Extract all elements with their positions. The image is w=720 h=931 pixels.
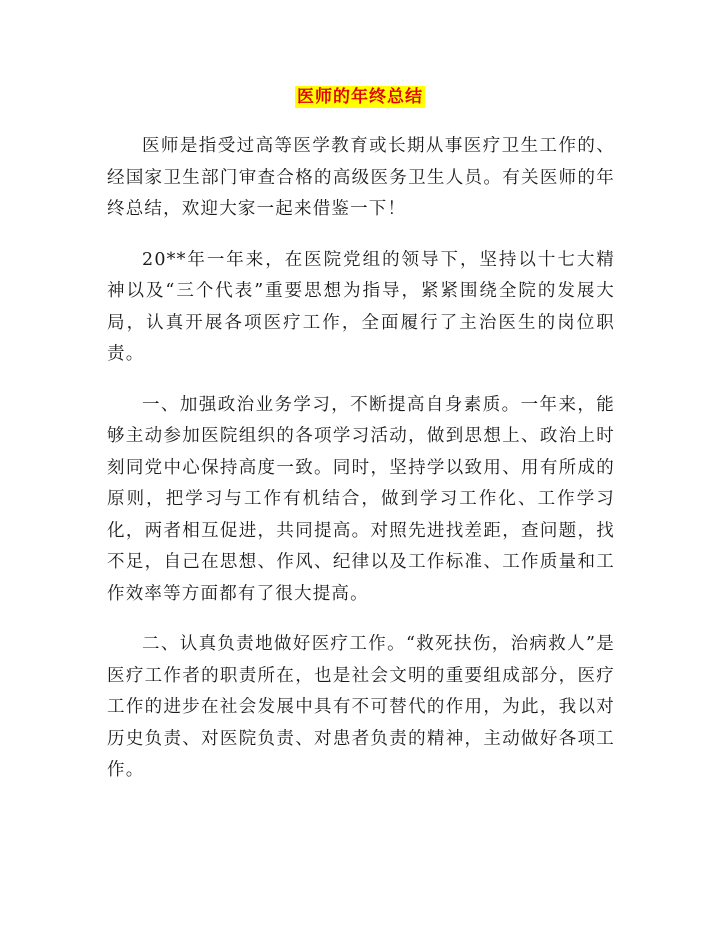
title-container	[0, 86, 720, 108]
paragraph-section-one: 一、加强政治业务学习，不断提高自身素质。一年来，能够主动参加医院组织的各项学习活动，做到思想上、政治上时刻同党中心保持高度一致。同时，坚持学以致用、用有所成的原则，把学习与工作有机结合，做到学习工作化、工作学习化，两者相互促进，共同提高。对照先进找差距，查问题，找不足，自己在思想、作风、纪律以及工作标准、工作质量和工作效率等方面都有了很大提高。	[107, 394, 615, 604]
paragraph-intro: 医师是指受过高等医学教育或长期从事医疗卫生工作的、经国家卫生部门审查合格的高级医务卫生人员。有关医师的年终总结，欢迎大家一起来借鉴一下！	[107, 136, 615, 219]
document-title: 医师的年终总结	[297, 87, 423, 107]
document-body	[107, 131, 615, 806]
paragraph-overview: 20**年一年来，在医院党组的领导下，坚持以十七大精神以及“三个代表”重要思想为指导，紧紧围绕全院的发展大局，认真开展各项医疗工作，全面履行了主治医生的岗位职责。	[107, 249, 615, 364]
paragraph-section-two: 二、认真负责地做好医疗工作。“救死扶伤，治病救人”是医疗工作者的职责所在，也是社会文明的重要组成部分，医疗工作的进步在社会发展中具有不可替代的作用，为此，我以对历史负责、对医院负责、对患者负责的精神，主动做好各项工作。	[107, 634, 615, 780]
